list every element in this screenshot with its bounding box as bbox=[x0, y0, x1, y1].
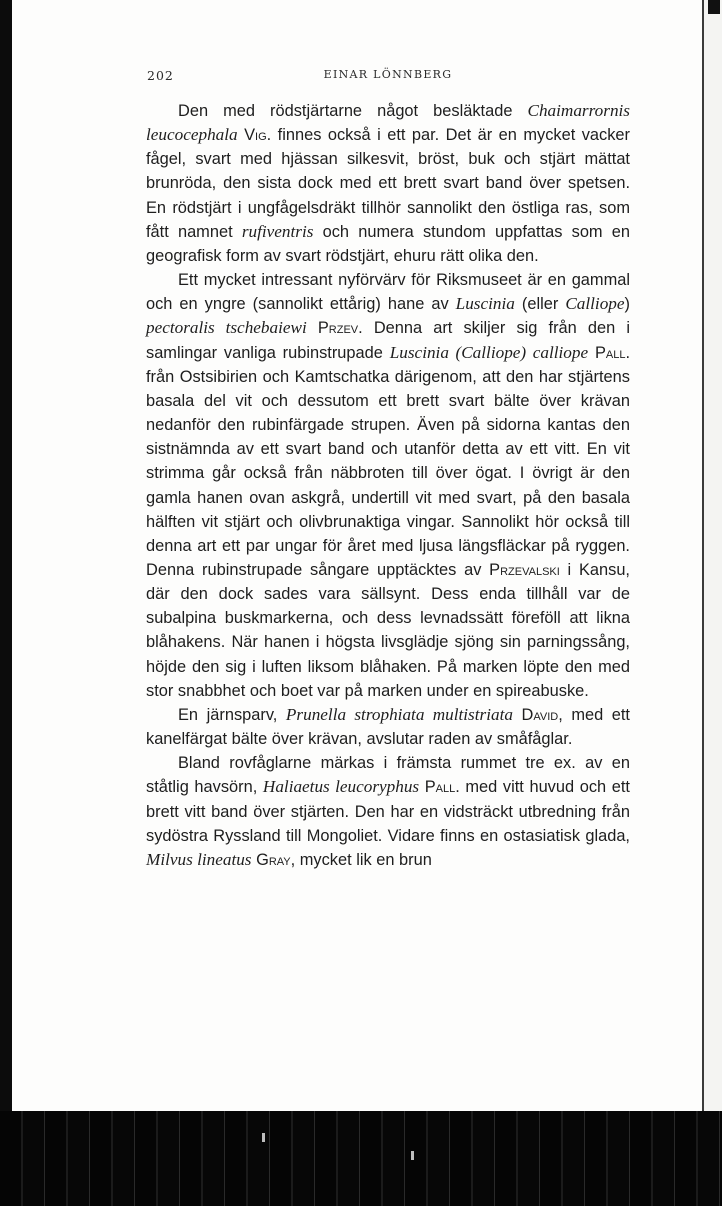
page-number: 202 bbox=[147, 68, 174, 83]
text-run: Denna art skiljer sig från den i samlingar vanliga rubinstrupade bbox=[146, 319, 630, 362]
text-run: från Ostsibirien och Kamtschatka därigenom, att den har stjärtens basala del vit och dessutom ett brett svart bälte över krävan nedanför den rubinfärgade strupen. Även på sidorna kantas den sistnämnda av ett svart band och utanför detta av ett vitt. En vit strimma går också från näbbroten till över ögat. I övrigt är den gamla hanen ovan askgrå, undertill vit med svart, på den basala hälften vit stjärt och olivbrunaktiga vingar. Sannolikt hör också till denna art ett par ungar för året med ljusa längsfläckar på ryggen. Denna rubinstrupade sångare upptäcktes av bbox=[146, 367, 630, 579]
text-run: i Kansu, där den dock sades vara sällsynt. Dess enda tillhåll var de subalpina buskmarkerna, och dess levnadssätt föreföll att likna blåhakens. När hanen i högsta livsglädje sjöng sin parningssång, höjde den sig i luften liksom blåhaken. På marken löpte den med stor snabbhet och boet var på marken under en spireabuske. bbox=[146, 560, 630, 700]
italic-name: Luscinia bbox=[455, 294, 515, 314]
scanner-border bbox=[0, 1111, 722, 1206]
italic-name: Milvus lineatus bbox=[146, 849, 252, 869]
text-run bbox=[513, 706, 522, 724]
paragraph bbox=[146, 703, 630, 751]
running-head: EINAR LÖNNBERG bbox=[323, 68, 453, 81]
text-run bbox=[307, 319, 318, 337]
text-run: , med ett kanelfärgat bälte över krävan, avslutar raden av småfåglar. bbox=[146, 705, 630, 749]
italic-name: Luscinia (Calliope) calliope bbox=[389, 342, 589, 362]
text-run: med vitt huvud och ett brett vitt band över stjärten. Den har en vidsträckt utbredning från sydöstra Ryssland till Mongoliet. Vidare finns en ostasiatisk glada, bbox=[146, 778, 630, 845]
italic-name: pectoralis tschebaiewi bbox=[146, 318, 307, 338]
paragraph bbox=[146, 268, 630, 703]
italic-name: Prunella strophiata multistriata bbox=[285, 704, 513, 724]
italic-name: Calliope bbox=[565, 294, 625, 314]
author-abbrev: Vig. bbox=[244, 126, 272, 145]
author-abbrev: Gray bbox=[256, 850, 291, 869]
text-run: Bland rovfåglarne märkas i främsta rummet tre ex. av en ståtlig havsörn, bbox=[146, 754, 630, 797]
body-text bbox=[146, 99, 630, 872]
paragraph bbox=[146, 99, 630, 268]
text-run: finnes också i ett par. Det är en mycket vacker fågel, svart med hjässan silkesvit, bröst, buk och stjärt mättat brunröda, den sista dock med ett brett svart band över spetsen. En rödstjärt i ungfågelsdräkt tillhör sannolikt den östliga ras, som fått namnet bbox=[146, 126, 630, 241]
author-abbrev: David bbox=[521, 705, 559, 724]
italic-name: Haliaetus leucoryphus bbox=[262, 777, 420, 797]
author-abbrev: Przevalski bbox=[489, 560, 560, 579]
text-run: (eller bbox=[514, 295, 566, 314]
author-abbrev: Przev. bbox=[317, 319, 363, 338]
author-abbrev: Pall. bbox=[424, 778, 460, 797]
text-run: , mycket lik en brun bbox=[290, 850, 432, 869]
author-abbrev: Pall. bbox=[594, 343, 630, 362]
scan-speck bbox=[411, 1151, 414, 1160]
text-run: En järnsparv, bbox=[178, 705, 286, 724]
italic-name: rufiventris bbox=[241, 221, 314, 241]
page-edge bbox=[704, 0, 722, 1111]
text-run: Ett mycket intressant nyförvärv för Riksmuseet är en gammal och en yngre (sannolikt ettårig) hane av bbox=[146, 271, 630, 314]
italic-name: Chaimarrornis leucocephala bbox=[146, 101, 630, 145]
text-run: Den med rödstjärtarne något besläktade bbox=[178, 102, 528, 120]
paragraph bbox=[146, 751, 630, 872]
scan-notch bbox=[708, 0, 720, 14]
scan-speck bbox=[262, 1133, 265, 1142]
text-run: och numera stundom uppfattas som en geografisk form av svart rödstjärt, ehuru rätt olika den. bbox=[146, 222, 630, 265]
text-run bbox=[588, 344, 595, 362]
text-run: ) bbox=[624, 295, 630, 314]
